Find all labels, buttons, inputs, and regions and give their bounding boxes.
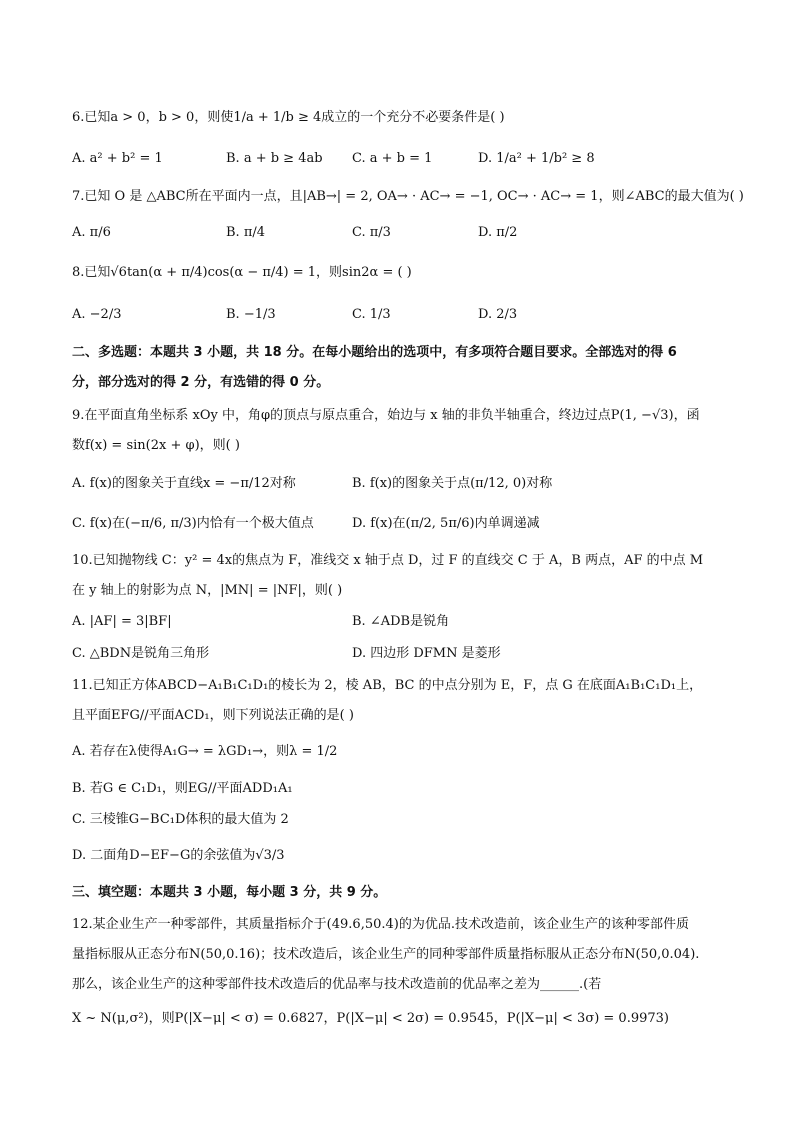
q10-stem-line1: 10.已知抛物线 C：y² = 4x的焦点为 F，准线交 x 轴于点 D，过 F 的直线交 C 于 A，B 两点，AF 的中点 M: [72, 553, 704, 568]
q6-stem: 6.已知a > 0，b > 0，则使1/a + 1/b ≥ 4成立的一个充分不必要条件是( ): [72, 110, 505, 125]
q7-option-b: B. π/4: [226, 225, 266, 240]
q9-stem-line1: 9.在平面直角坐标系 xOy 中，角φ的顶点与原点重合，始边与 x 轴的非负半轴重合，终边过点P(1, −√3)，函: [72, 408, 700, 423]
q11-option-d: D. 二面角D−EF−G的余弦值为√3/3: [72, 848, 285, 863]
q11-option-a: A. 若存在λ使得A₁G→ = λGD₁→，则λ = 1/2: [72, 744, 338, 759]
q9-option-d: D. f(x)在(π/2, 5π/6)内单调递减: [352, 516, 540, 531]
q12-line1: 12.某企业生产一种零部件，其质量指标介于(49.6,50.4)的为优品.技术改造前，该企业生产的该种零部件质: [72, 917, 689, 932]
section3-heading: 三、填空题：本题共 3 小题，每小题 3 分，共 9 分。: [72, 885, 387, 900]
q9-stem-line2: 数f(x) = sin(2x + φ)，则( ): [72, 438, 240, 453]
q6-option-b: B. a + b ≥ 4ab: [226, 151, 323, 166]
q10-option-b: B. ∠ADB是锐角: [352, 614, 450, 629]
q6-option-a: A. a² + b² = 1: [72, 151, 163, 166]
q10-option-a: A. |AF| = 3|BF|: [72, 614, 172, 629]
q11-option-b: B. 若G ∈ C₁D₁，则EG//平面ADD₁A₁: [72, 781, 293, 796]
q7-option-d: D. π/2: [478, 225, 518, 240]
q11-stem-line1: 11.已知正方体ABCD−A₁B₁C₁D₁的棱长为 2，棱 AB，BC 的中点分别为 E，F，点 G 在底面A₁B₁C₁D₁上，: [72, 678, 703, 693]
q12-line3: 那么，该企业生产的这种零部件技术改造后的优品率与技术改造前的优品率之差为______.(若: [72, 977, 602, 992]
q11-option-c: C. 三棱锥G−BC₁D体积的最大值为 2: [72, 812, 289, 827]
q6-option-d: D. 1/a² + 1/b² ≥ 8: [478, 151, 595, 166]
section2-heading: 二、多选题：本题共 3 小题，共 18 分。在每小题给出的选项中，有多项符合题目要求。全部选对的得 6: [72, 345, 677, 360]
q7-option-a: A. π/6: [72, 225, 111, 240]
q12-line4: X ~ N(μ,σ²)，则P(|X−μ| < σ) = 0.6827，P(|X−μ| < 2σ) = 0.9545，P(|X−μ| < 3σ) = 0.9973): [72, 1011, 669, 1026]
q8-option-a: A. −2/3: [72, 307, 122, 322]
q9-option-c: C. f(x)在(−π/6, π/3)内恰有一个极大值点: [72, 516, 314, 531]
q10-option-c: C. △BDN是锐角三角形: [72, 646, 210, 661]
q9-option-a: A. f(x)的图象关于直线x = −π/12对称: [72, 476, 296, 491]
q10-stem-line2: 在 y 轴上的射影为点 N，|MN| = |NF|，则( ): [72, 583, 343, 598]
q6-option-c: C. a + b = 1: [352, 151, 433, 166]
q8-option-d: D. 2/3: [478, 307, 518, 322]
q8-stem: 8.已知√6tan(α + π/4)cos(α − π/4) = 1，则sin2α = ( ): [72, 265, 412, 280]
q10-option-d: D. 四边形 DFMN 是菱形: [352, 646, 501, 661]
section2-heading-cont: 分，部分选对的得 2 分，有选错的得 0 分。: [72, 375, 330, 390]
q8-option-c: C. 1/3: [352, 307, 391, 322]
q9-option-b: B. f(x)的图象关于点(π/12, 0)对称: [352, 476, 553, 491]
q7-stem: 7.已知 O 是 △ABC所在平面内一点，且|AB→| = 2, OA→ · AC→ = −1, OC→ · AC→ = 1，则∠ABC的最大值为( ): [72, 189, 744, 204]
q7-option-c: C. π/3: [352, 225, 391, 240]
q8-option-b: B. −1/3: [226, 307, 276, 322]
q11-stem-line2: 且平面EFG//平面ACD₁，则下列说法正确的是( ): [72, 708, 354, 723]
q12-line2: 量指标服从正态分布N(50,0.16)；技术改造后，该企业生产的同种零部件质量指标服从正态分布N(50,0.04).: [72, 947, 700, 962]
